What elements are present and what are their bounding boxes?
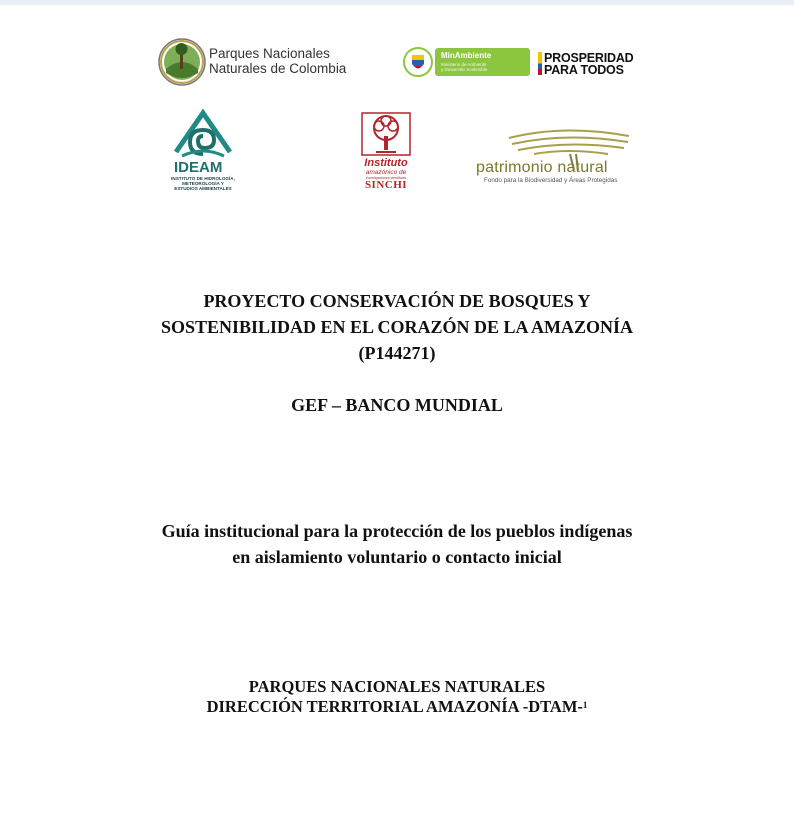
ideam-sub3: ESTUDIOS AMBIENTALES <box>174 186 232 191</box>
minambiente-logo <box>402 47 530 77</box>
minambiente-sub1: Ministerio de Ambiente <box>441 62 487 67</box>
project-title <box>0 288 794 366</box>
project-title-line1: PROYECTO CONSERVACIÓN DE BOSQUES Y <box>203 291 591 311</box>
ideam-sub2: METEOROLOGÍA Y <box>182 181 224 186</box>
prosperidad-logo <box>538 51 640 77</box>
minambiente-sub2: y Desarrollo Sostenible <box>441 67 488 72</box>
sinchi-line4: SINCHI <box>364 179 408 191</box>
guide-title-line1: Guía institucional para la protección de los pueblos indígenas <box>161 521 633 541</box>
parques-line2: Naturales de Colombia <box>209 61 347 76</box>
parques-line1: Parques Nacionales <box>209 46 330 61</box>
ideam-name: IDEAM <box>174 159 223 176</box>
guide-title-line2: en aislamiento voluntario o contacto inicial <box>232 547 562 567</box>
ideam-logo <box>166 108 240 194</box>
sinchi-line3: investigaciones científicas <box>365 176 407 180</box>
parques-nacionales-logo <box>158 37 358 87</box>
patrimonio-name: patrimonio natural <box>476 159 608 176</box>
sinchi-line1: Instituto <box>364 157 408 169</box>
ideam-sub1: INSTITUTO DE HIDROLOGÍA, <box>171 176 235 181</box>
project-title-line3: (P144271) <box>358 343 436 363</box>
ideam-swirl-icon <box>170 108 236 160</box>
funder-title: GEF – BANCO MUNDIAL <box>291 395 503 415</box>
patrimonio-sub: Fondo para la Biodiversidad y Áreas Protegidas <box>484 177 618 184</box>
sinchi-logo <box>356 112 416 194</box>
organization-line2-text: DIRECCIÓN TERRITORIAL AMAZONÍA -DTAM- <box>206 697 583 716</box>
organization-line1: PARQUES NACIONALES NATURALES <box>248 677 546 696</box>
colombia-shield-icon <box>402 47 434 77</box>
minambiente-name: MinAmbiente <box>441 51 492 60</box>
sinchi-tree-icon <box>361 112 411 156</box>
organization-block <box>0 677 794 717</box>
sinchi-line2: amazónico de <box>365 169 407 176</box>
organization-line2 <box>0 697 794 717</box>
patrimonio-natural-logo <box>476 126 648 186</box>
project-title-line2: SOSTENIBILIDAD EN EL CORAZÓN DE LA AMAZONÍA <box>160 317 634 337</box>
parques-emblem-icon <box>158 37 206 87</box>
prosperidad-line2: PARA TODOS <box>544 63 624 77</box>
colombia-flag-bar <box>538 52 542 75</box>
footnote-marker[interactable]: 1 <box>582 700 588 710</box>
top-border <box>0 0 794 5</box>
guide-title <box>0 518 794 570</box>
prosperidad-line1: PROSPERIDAD <box>544 51 634 65</box>
